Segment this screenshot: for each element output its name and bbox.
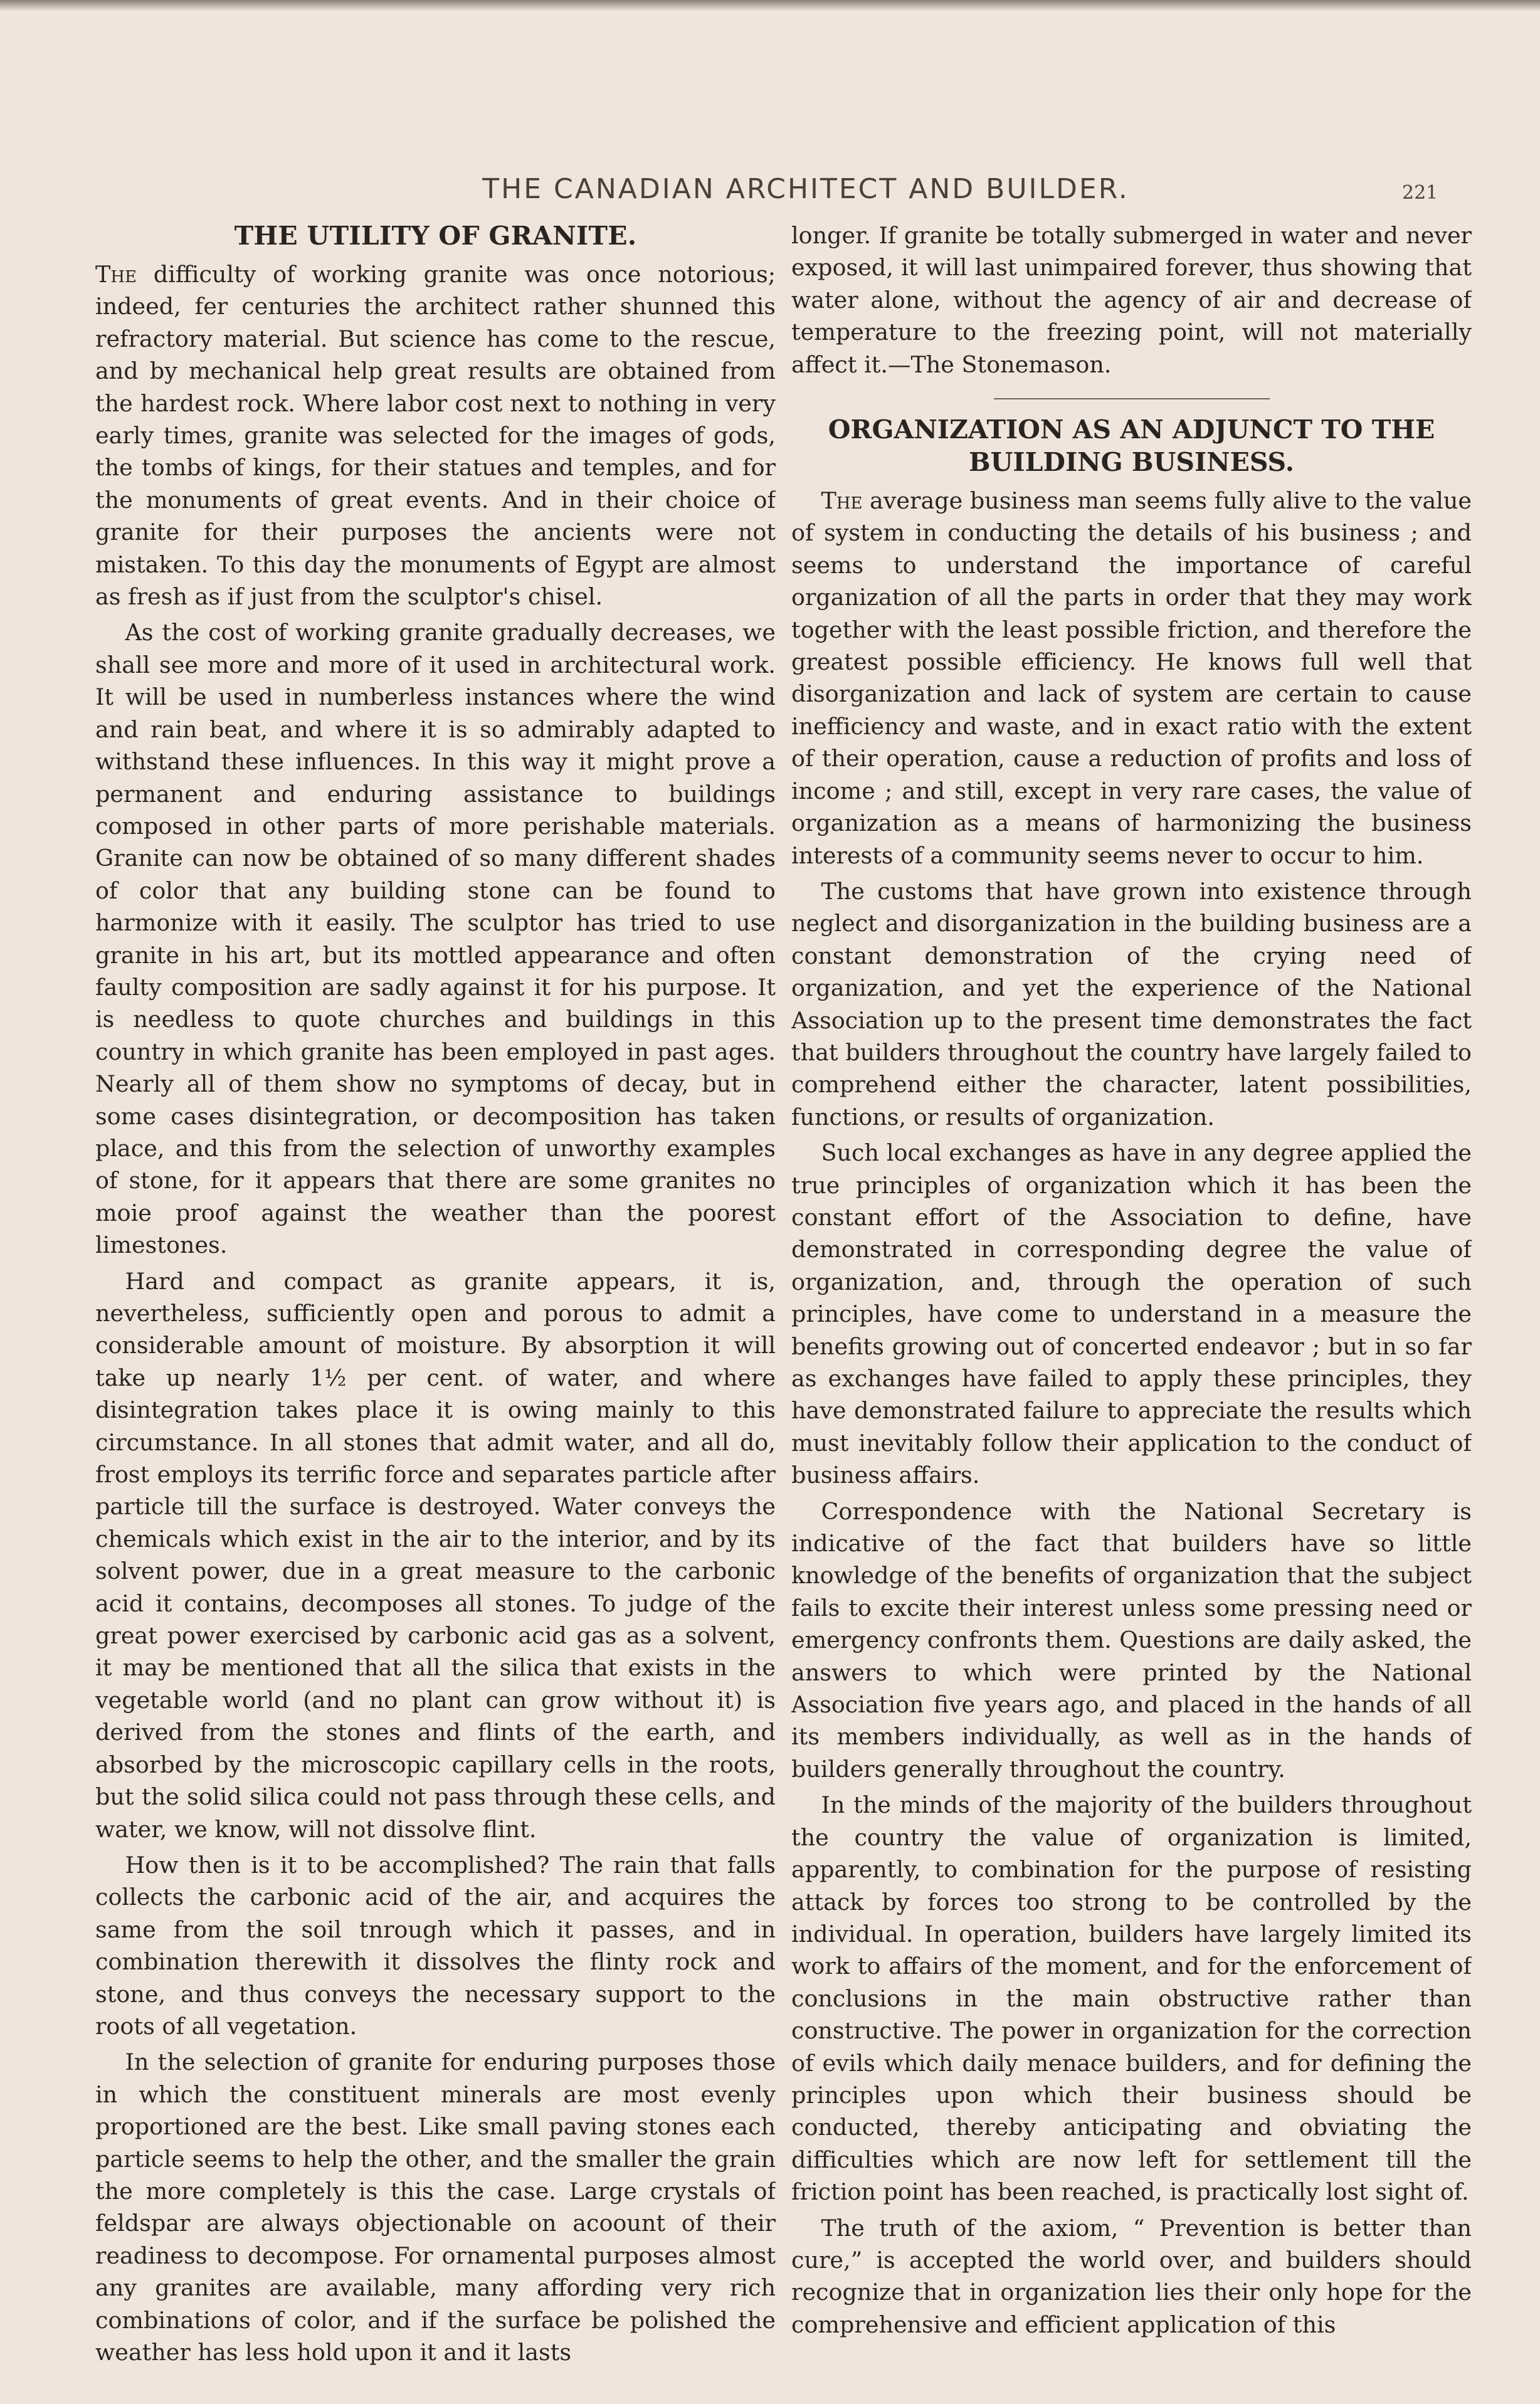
paragraph: How then is it to be accomplished? The rain that falls collects the carbonic acid of the air, and acquires the same from the soil tnrough which it passes, and in combination therewith it dissolves the flinty rock and stone, and thus conveys the necessary support to the roots of all vegetation.: [95, 1851, 776, 2040]
page-number: 221: [1402, 182, 1438, 204]
lead-word: The: [821, 487, 863, 515]
paragraph: Correspondence with the National Secretary is indicative of the fact that builders have so little knowledge of the benefits of organization that the subject fails to excite their interest unless some pressing need or emergency confronts them. Questions are daily asked, the answers to which were printed by the National Association five years ago, and placed in the hands of all its members individually, as well as in the hands of builders generally throughout the country.: [791, 1497, 1472, 1783]
article-separator: [994, 398, 1270, 399]
paragraph-continued: longer. If granite be totally submerged in water and never exposed, it will last unimpaired forever, thus showing that water alone, without the agency of air and decrease of temperature to the freezing point, will not materially affect it.—The Stonemason.: [791, 222, 1472, 378]
paragraph: [95, 258, 776, 613]
top-edge-rule: [0, 0, 1540, 11]
paragraph-text: difficulty of working granite was once notorious; indeed, fer centuries the architect rather shunned this refractory material. But science has come to the rescue, and by mechanical help great results are obtained from the hardest rock. Where labor cost next to nothing in very early times, granite was selected for the images of gods, the tombs of kings, for their statues and temples, and for the monuments of great events. And in their choice of granite for their purposes the ancients were not mistaken. To this day the monuments of Egypt are almost as fresh as if just from the sculptor's chisel.: [95, 261, 776, 611]
paragraph: As the cost of working granite gradually decreases, we shall see more and more of it used in architectural work. It will be used in numberless instances where the wind and rain beat, and where it is so admirably adapted to withstand these influences. In this way it might prove a permanent and enduring assistance to buildings composed in other parts of more perishable materials. Granite can now be obtained of so many different shades of color that any building stone can be found to harmonize with it easily. The sculptor has tried to use granite in his art, but its mottled appearance and often faulty composition are sadly against it for his purpose. It is needless to quote churches and buildings in this country in which granite has been employed in past ages. Nearly all of them show no symptoms of decay, but in some cases disintegration, or decomposition has taken place, and this from the selection of unworthy examples of stone, for it appears that there are some granites no moie proof against the weather than the poorest limestones.: [95, 619, 776, 1259]
article-title-organization: ORGANIZATION AS AN ADJUNCT TO THE BUILDING BUSINESS.: [828, 414, 1435, 478]
paragraph: Such local exchanges as have in any degree applied the true principles of organization which it has been the constant effort of the Association to define, have demonstrated in corresponding degree the value of organization, and, through the operation of such principles, have come to understand in a measure the benefits growing out of concerted endeavor ; but in so far as exchanges have failed to apply these principles, they have demonstrated failure to appreciate the results which must inevitably follow their application to the conduct of business affairs.: [791, 1139, 1472, 1489]
paragraph: The truth of the axiom, “ Prevention is better than cure,” is accepted the world over, and builders should recognize that in organization lies their only hope for the comprehensive and efficient application of this: [791, 2214, 1472, 2338]
paragraph-text: average business man seems fully alive to the value of system in conducting the details of his business ; and seems to understand the importance of careful organization of all the parts in order that they may work together with the least possible friction, and therefore the greatest possible efficiency. He knows full well that disorganization and lack of system are certain to cause inefficiency and waste, and in exact ratio with the extent of their operation, cause a reduction of profits and loss of income ; and still, except in very rare cases, the value of organization as a means of harmonizing the business interests of a community seems never to occur to him.: [791, 487, 1472, 869]
lead-word: The: [95, 261, 137, 288]
paragraph: [791, 485, 1472, 872]
paragraph: In the selection of granite for enduring purposes those in which the constituent minerals are most evenly proportioned are the best. Like small paving stones each particle seems to help the other, and the smaller the grain the more completely is this the case. Large crystals of feldspar are always objectionable on acoount of their readiness to decompose. For ornamental purposes almost any granites are available, many affording very rich combinations of color, and if the surface be polished the weather has less hold upon it and it lasts: [95, 2048, 776, 2366]
running-head: [0, 173, 1540, 211]
article-title-utility-of-granite: THE UTILITY OF GRANITE.: [234, 221, 637, 251]
masthead: THE CANADIAN ARCHITECT AND BUILDER.: [482, 173, 1129, 205]
paragraph: Hard and compact as granite appears, it is, nevertheless, sufficiently open and porous to admit a considerable amount of moisture. By absorption it will take up nearly 1½ per cent. of water, and where disintegration takes place it is owing mainly to this circumstance. In all stones that admit water, and all do, frost employs its terrific force and separates particle after particle till the surface is destroyed. Water conveys the chemicals which exist in the air to the interior, and by its solvent power, due in a great measure to the carbonic acid it contains, decomposes all stones. To judge of the great power exercised by carbonic acid gas as a solvent, it may be mentioned that all the silica that exists in the vegetable world (and no plant can grow without it) is derived from the stones and flints of the earth, and absorbed by the microscopic capillary cells in the roots, but the solid silica could not pass through these cells, and water, we know, will not dissolve flint.: [95, 1267, 776, 1843]
right-column: [791, 219, 1472, 2389]
paragraph: In the minds of the majority of the builders throughout the country the value of organization is limited, apparently, to combination for the purpose of resisting attack by forces too strong to be controlled by the individual. In operation, builders have largely limited its work to affairs of the moment, and for the enforcement of conclusions in the main obstructive rather than constructive. The power in organization for the correction of evils which daily menace builders, and for defining the principles upon which their business should be conducted, thereby anticipating and obviating the difficulties which are now left for settlement till the friction point has been reached, is practically lost sight of.: [791, 1791, 1472, 2206]
paragraph: The customs that have grown into existence through neglect and disorganization in the building business are a constant demonstration of the crying need of organization, and yet the experience of the National Association up to the present time demonstrates the fact that builders throughout the country have largely failed to comprehend either the character, latent possibilities, functions, or results of organization.: [791, 877, 1472, 1131]
left-column: [95, 219, 776, 2389]
